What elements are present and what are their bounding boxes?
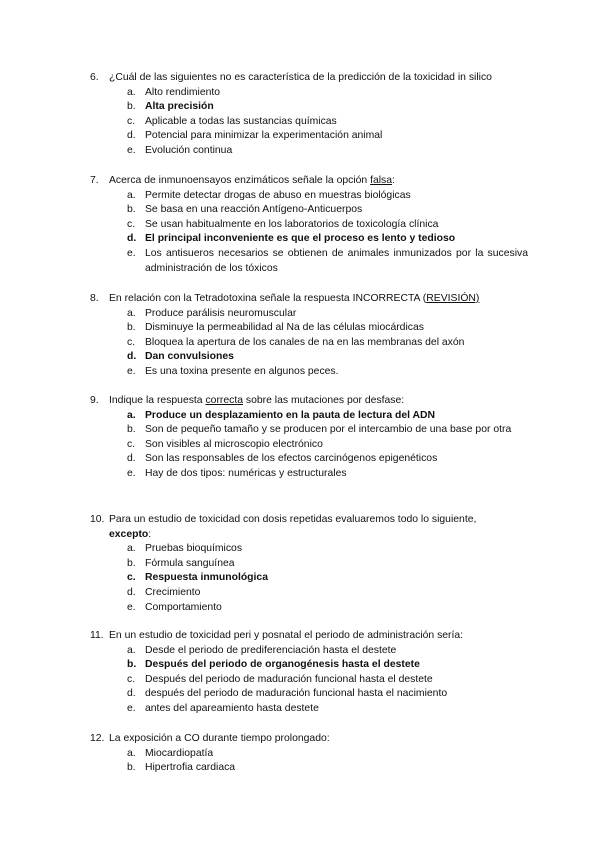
- option-letter: d.: [127, 233, 137, 245]
- option-text: Son las responsables de los efectos carcinógenos epigenéticos: [145, 453, 438, 465]
- question-text-lead: Acerca de inmunoensayos enzimáticos señale la opción: [109, 175, 371, 186]
- option-b: [127, 658, 528, 673]
- option-text-correct: El principal inconveniente es que el proceso es lento y tedioso: [145, 233, 456, 245]
- option-letter: b.: [127, 424, 136, 436]
- options-list: [90, 409, 528, 482]
- option-letter: a.: [127, 189, 136, 201]
- option-a: [127, 409, 528, 424]
- question-8: [90, 292, 528, 380]
- option-c: [127, 571, 528, 586]
- option-letter: a.: [127, 747, 136, 759]
- underlined-keyword: falsa: [370, 175, 393, 186]
- option-d: [127, 687, 528, 702]
- option-text: Se usan habitualmente en los laboratorios de toxicología clínica: [145, 218, 439, 230]
- option-letter: e.: [127, 365, 136, 377]
- option-letter: a.: [127, 644, 136, 656]
- option-letter: b.: [127, 762, 136, 774]
- options-list: [90, 86, 528, 159]
- option-letter: a.: [127, 543, 136, 555]
- option-text: Es una toxina presente en algunos peces.: [145, 365, 339, 377]
- option-text: Hipertrofia cardiaca: [145, 762, 236, 774]
- option-d: [127, 452, 528, 467]
- option-text-correct: Dan convulsiones: [145, 351, 234, 363]
- option-e: [127, 247, 528, 276]
- option-a: [127, 86, 528, 101]
- option-text: Miocardiopatía: [145, 747, 214, 759]
- question-text: En un estudio de toxicidad peri y posnatal el periodo de administración sería:: [109, 630, 464, 641]
- option-letter: b.: [127, 101, 136, 113]
- option-letter: c.: [127, 115, 136, 127]
- question-number: 11.: [90, 630, 104, 641]
- option-a: [127, 542, 528, 557]
- question-text-lead: Indique la respuesta: [109, 395, 206, 406]
- options-list: [90, 542, 528, 615]
- options-list: [90, 307, 528, 380]
- question-12: [90, 732, 528, 776]
- question-number: 9.: [90, 395, 99, 406]
- question-text-continuation: [109, 528, 528, 543]
- question-text-lead: En relación con la Tetradotoxina señale la respuesta INCORRECTA (: [109, 293, 427, 304]
- underlined-keyword: REVISIÓN): [426, 293, 480, 304]
- option-text: Bloquea la apertura de los canales de na en las membranas del axón: [145, 336, 465, 348]
- option-text: Los antisueros necesarios se obtienen de animales inmunizados por la sucesiva administración de los tóxicos: [145, 247, 528, 274]
- option-letter: d.: [127, 586, 136, 598]
- question-text: ¿Cuál de las siguientes no es característica de la predicción de la toxicidad in silico: [109, 72, 492, 83]
- option-a: [127, 307, 528, 322]
- option-letter: d.: [127, 453, 136, 465]
- question-number: 6.: [90, 72, 99, 83]
- question-10: [90, 513, 528, 615]
- option-text: Evolución continua: [145, 144, 233, 156]
- question-9: [90, 394, 528, 482]
- option-letter: c.: [127, 218, 136, 230]
- option-a: [127, 189, 528, 204]
- option-letter: e.: [127, 601, 136, 613]
- question-text-tail: sobre las mutaciones por desfase:: [243, 395, 405, 406]
- option-b: [127, 100, 528, 115]
- option-letter: e.: [127, 247, 136, 259]
- question-text: La exposición a CO durante tiempo prolongado:: [109, 733, 330, 744]
- option-text: Produce parálisis neuromuscular: [145, 307, 297, 319]
- question-text: Para un estudio de toxicidad con dosis repetidas evaluaremos todo lo siguiente,: [109, 514, 477, 525]
- options-list: [90, 644, 528, 717]
- option-text: Disminuye la permeabilidad al Na de las células miocárdicas: [145, 322, 424, 334]
- option-letter: c.: [127, 673, 136, 685]
- question-number: 12.: [90, 733, 105, 744]
- question-text: [109, 174, 528, 189]
- question-11: [90, 629, 528, 717]
- option-text: Son de pequeño tamaño y se producen por el intercambio de una base por otra: [145, 424, 512, 436]
- option-letter: c.: [127, 572, 136, 584]
- option-b: [127, 423, 528, 438]
- option-letter: b.: [127, 204, 136, 216]
- option-e: [127, 144, 528, 159]
- option-letter: b.: [127, 557, 136, 569]
- option-text: Alto rendimiento: [145, 86, 221, 98]
- options-list: [90, 189, 528, 277]
- question-number: 7.: [90, 175, 99, 186]
- option-d: [127, 232, 528, 247]
- option-b: [127, 761, 528, 776]
- option-text-correct: Produce un desplazamiento en la pauta de lectura del ADN: [145, 409, 436, 421]
- option-text: Fórmula sanguínea: [145, 557, 235, 569]
- question-number: 10.: [90, 514, 105, 525]
- question-text: [109, 394, 528, 409]
- option-text-correct: Después del periodo de organogénesis hasta el destete: [145, 659, 420, 671]
- option-letter: d.: [127, 351, 137, 363]
- option-e: [127, 467, 528, 482]
- question-7: [90, 174, 528, 276]
- option-letter: a.: [127, 409, 136, 421]
- option-letter: d.: [127, 688, 136, 700]
- option-letter: e.: [127, 702, 136, 714]
- option-letter: e.: [127, 144, 136, 156]
- option-d: [127, 350, 528, 365]
- option-c: [127, 115, 528, 130]
- option-letter: d.: [127, 130, 136, 142]
- option-text-correct: Respuesta inmunológica: [145, 572, 268, 584]
- option-letter: a.: [127, 86, 136, 98]
- option-b: [127, 557, 528, 572]
- option-text: antes del apareamiento hasta destete: [145, 702, 319, 714]
- question-text-tail: :: [392, 175, 395, 186]
- option-letter: e.: [127, 467, 136, 479]
- options-list: [90, 747, 528, 776]
- option-a: [127, 747, 528, 762]
- option-text: Son visibles al microscopio electrónico: [145, 438, 323, 450]
- option-text: Desde el periodo de prediferenciación hasta el destete: [145, 644, 397, 656]
- option-b: [127, 321, 528, 336]
- option-e: [127, 702, 528, 717]
- option-text: Comportamiento: [145, 601, 222, 613]
- option-a: [127, 644, 528, 659]
- option-letter: c.: [127, 336, 136, 348]
- option-c: [127, 336, 528, 351]
- option-d: [127, 129, 528, 144]
- option-d: [127, 586, 528, 601]
- option-text: Permite detectar drogas de abuso en muestras biológicas: [145, 189, 411, 201]
- question-6: [90, 71, 528, 159]
- option-text: Pruebas bioquímicos: [145, 543, 243, 555]
- option-letter: a.: [127, 307, 136, 319]
- option-text: Potencial para minimizar la experimentación animal: [145, 130, 383, 142]
- option-e: [127, 365, 528, 380]
- option-b: [127, 203, 528, 218]
- option-letter: c.: [127, 438, 136, 450]
- bold-keyword: excepto: [109, 528, 149, 540]
- option-text-correct: Alta precisión: [145, 101, 214, 113]
- option-text: Aplicable a todas las sustancias químicas: [145, 115, 337, 127]
- option-e: [127, 601, 528, 616]
- option-text: Se basa en una reacción Antígeno-Anticuerpos: [145, 204, 363, 216]
- option-text: Hay de dos tipos: numéricas y estructurales: [145, 467, 347, 479]
- question-number: 8.: [90, 293, 99, 304]
- option-letter: b.: [127, 322, 136, 334]
- option-text: después del periodo de maduración funcional hasta el nacimiento: [145, 688, 448, 700]
- question-text: [109, 292, 528, 307]
- option-text: Crecimiento: [145, 586, 201, 598]
- option-c: [127, 438, 528, 453]
- option-c: [127, 673, 528, 688]
- underlined-keyword: correcta: [205, 395, 244, 406]
- question-text-tail: :: [148, 528, 152, 540]
- option-letter: b.: [127, 659, 137, 671]
- option-c: [127, 218, 528, 233]
- option-text: Después del periodo de maduración funcional hasta el destete: [145, 673, 433, 685]
